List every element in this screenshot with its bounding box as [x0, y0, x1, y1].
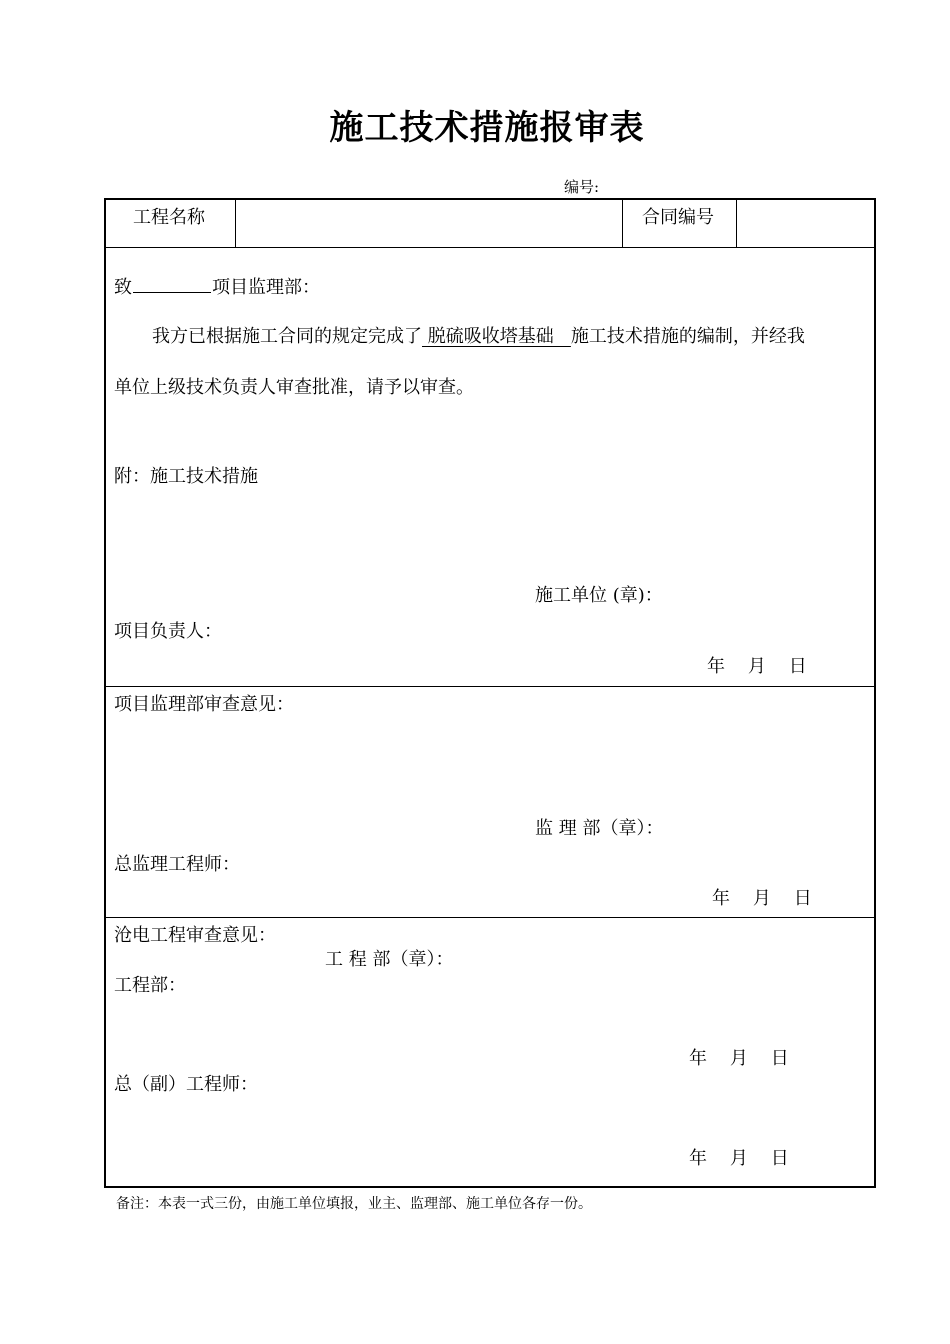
statement-suffix: 施工技术措施的编制，并经我 — [570, 326, 805, 347]
footnote: 备注：本表一式三份，由施工单位填报，业主、监理部、施工单位各存一份。 — [116, 1196, 592, 1212]
chief-engineer-date: 年 月 日 — [689, 1148, 789, 1169]
project-manager-label: 项目负责人： — [114, 621, 222, 642]
contract-no-field[interactable] — [744, 203, 866, 239]
chief-supervisor-label: 总监理工程师： — [114, 854, 240, 875]
supervisor-opinion-label: 项目监理部审查意见： — [114, 694, 294, 715]
col-divider-2 — [622, 200, 623, 248]
row-divider-header — [104, 247, 876, 248]
row-divider-contractor — [104, 686, 876, 687]
row-divider-supervisor — [104, 917, 876, 918]
engineering-dept-date: 年 月 日 — [689, 1048, 789, 1069]
serial-number-label: 编号: — [564, 178, 600, 196]
engineering-dept-label: 工程部： — [114, 975, 186, 996]
statement-prefix: 我方已根据施工合同的规定完成了 — [152, 326, 422, 347]
statement-line-2: 单位上级技术负责人审查批准，请予以审查。 — [114, 377, 474, 398]
supervisor-seal-label: 监 理 部（章）： — [535, 818, 664, 839]
col-divider-1 — [235, 200, 236, 248]
addressee-prefix: 致 — [114, 277, 132, 298]
attachment-label: 附：施工技术措施 — [114, 466, 258, 487]
engineering-dept-seal-label: 工 程 部（章）： — [325, 949, 454, 970]
statement-line-1 — [152, 322, 805, 348]
project-name-label: 工程名称 — [133, 207, 205, 228]
contract-no-label: 合同编号 — [642, 207, 714, 228]
contractor-date: 年 月 日 — [707, 656, 807, 677]
contractor-seal-label: 施工单位 (章)： — [535, 585, 663, 606]
addressee-suffix: 项目监理部： — [212, 277, 320, 298]
chief-engineer-label: 总（副）工程师： — [114, 1074, 258, 1095]
addressee-blank[interactable] — [133, 276, 211, 293]
supervisor-date: 年 月 日 — [712, 888, 812, 909]
addressee-line — [114, 273, 320, 299]
project-name-field[interactable] — [245, 203, 615, 239]
owner-opinion-label: 沧电工程审查意见： — [114, 925, 276, 946]
col-divider-3 — [736, 200, 737, 248]
project-item: 脱硫吸收塔基础 — [422, 326, 571, 347]
page-title: 施工技术措施报审表 — [329, 108, 645, 148]
